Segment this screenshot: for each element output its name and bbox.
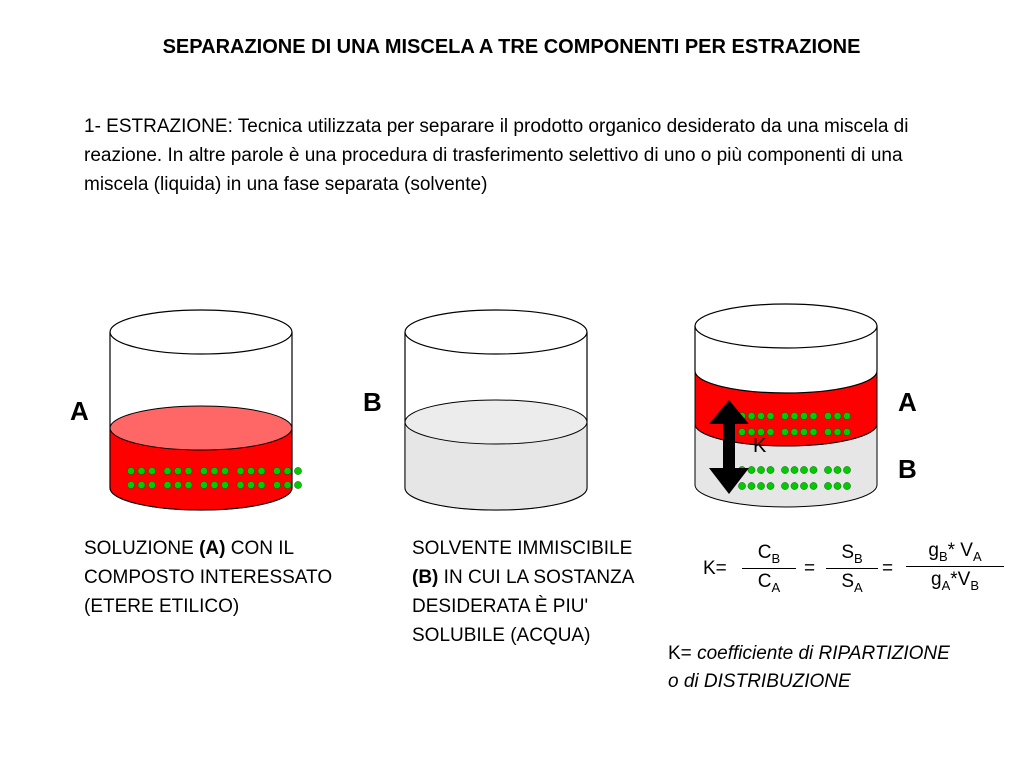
compound-dot [781,428,788,435]
compound-dot [738,482,745,489]
compound-dot [757,466,764,473]
compound-dot [284,467,291,474]
caption-solvent-b: SOLVENTE IMMISCIBILE (B) IN CUI LA SOSTANZA DESIDERATA È PIU' SOLUBILE (ACQUA) [412,538,634,646]
compound-dot [800,466,807,473]
compound-dot [148,467,155,474]
compound-dot [211,467,218,474]
compound-dot [767,428,774,435]
compound-dot [221,467,228,474]
compound-dot [781,412,788,419]
fraction-c: $C_B$ $C_A$ [742,542,796,595]
compound-dot [800,428,807,435]
beaker-rim [695,304,877,348]
compound-dot [200,481,207,488]
compound-dot [824,482,831,489]
compound-dot [791,466,798,473]
compound-dot [164,467,171,474]
compound-dot [148,481,155,488]
compound-dot [174,481,181,488]
label-b-mid: B [363,387,382,417]
compound-dot [273,467,280,474]
compound-dot [834,482,841,489]
compound-dot [781,482,788,489]
compound-dot [781,466,788,473]
compound-dot [757,482,764,489]
compound-dot [247,467,254,474]
fraction-gv: $g_B*$ $V_A$ $g_A*V_B$ [906,540,1004,593]
k-arrow-label: K [753,435,767,457]
label-a-right: A [898,387,917,417]
compound-dot [273,481,280,488]
fraction-s: $S_B$ $S_A$ [826,542,878,595]
beaker-two-phases [695,304,877,507]
compound-dot [258,481,265,488]
liquid-a-surface [110,406,292,450]
compound-dot [211,481,218,488]
liquid-b-surface [405,400,587,444]
label-b-right: B [898,454,917,484]
compound-dot [810,412,817,419]
caption-solution-a: SOLUZIONE (A) CON IL COMPOSTO INTERESSATO (ETERE ETILICO) [84,538,333,617]
beaker-rim [405,310,587,354]
compound-dot [791,412,798,419]
compound-dot [767,412,774,419]
compound-dot [284,481,291,488]
compound-dot [237,467,244,474]
compound-dot [748,412,755,419]
compound-dot [221,481,228,488]
compound-dot [164,481,171,488]
compound-dot [843,466,850,473]
page-title: SEPARAZIONE DI UNA MISCELA A TRE COMPONENTI PER ESTRAZIONE [162,36,861,58]
compound-dot [834,466,841,473]
intro-paragraph: 1- ESTRAZIONE: Tecnica utilizzata per separare il prodotto organico desiderato da una miscela di reazione. In altre parole è una procedura di trasferimento selettivo di uno o più componenti di una miscela (liquida) in una fase separata (solvente) [84,116,909,195]
compound-dot [767,482,774,489]
compound-dot [800,412,807,419]
compound-dot [791,428,798,435]
label-a-left: A [70,396,89,426]
compound-dot [791,482,798,489]
compound-dot [748,466,755,473]
beaker-rim [110,310,292,354]
compound-dot [127,481,134,488]
compound-dot [843,428,850,435]
compound-dot [843,482,850,489]
compound-dot [824,412,831,419]
compound-dot [174,467,181,474]
equals-sign: = [882,558,894,579]
compound-dot [127,467,134,474]
k-definition: K= coefficiente di RIPARTIZIONE o di DISTRIBUZIONE [668,643,950,692]
compound-dot [757,412,764,419]
compound-dot [810,466,817,473]
compound-dot [185,481,192,488]
compound-dot [258,467,265,474]
compound-dot [843,412,850,419]
equals-sign: = [804,558,816,579]
compound-dot [294,467,301,474]
compound-dot [824,428,831,435]
compound-dot [294,481,301,488]
compound-dot [834,428,841,435]
compound-dot [748,482,755,489]
compound-dot [767,466,774,473]
beaker-solution-a [110,310,302,510]
compound-dot [834,412,841,419]
k-prefix: K= [703,558,727,579]
compound-dot [237,481,244,488]
compound-dot [800,482,807,489]
beaker-solvent-b [405,310,587,510]
compound-dot [738,428,745,435]
compound-dot [810,428,817,435]
compound-dot [824,466,831,473]
compound-dot [810,482,817,489]
compound-dot [200,467,207,474]
compound-dot [247,481,254,488]
compound-dot [185,467,192,474]
compound-dot [138,481,145,488]
compound-dot [138,467,145,474]
